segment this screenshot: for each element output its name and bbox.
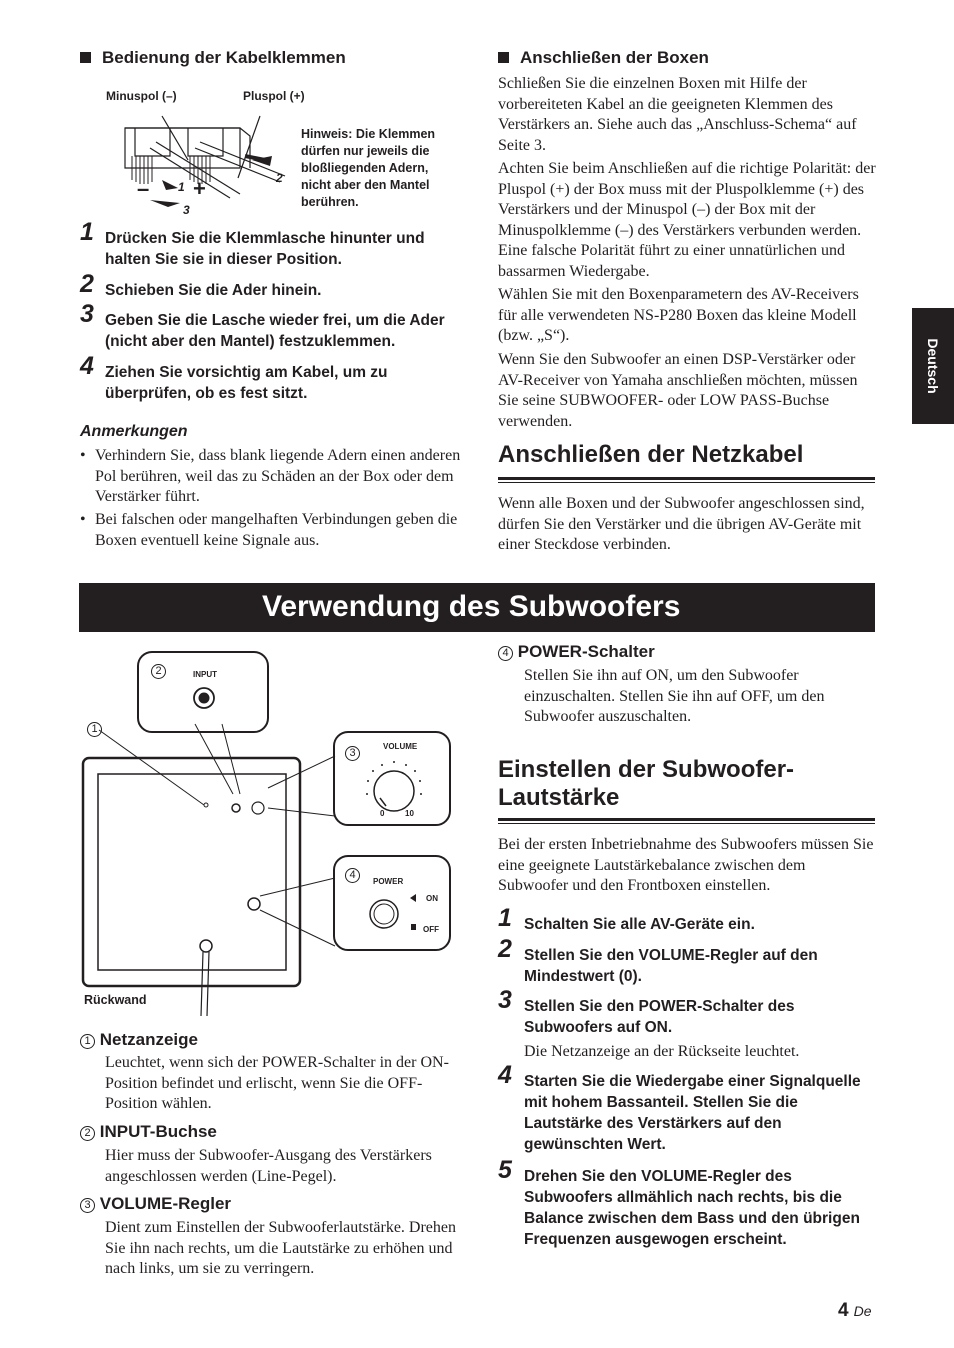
- plus-sign: +: [193, 176, 206, 201]
- volume-max-label: 10: [405, 809, 414, 818]
- square-bullet-icon: [80, 52, 91, 63]
- callout-1: 1: [87, 722, 102, 737]
- einstellen-step-5: 5 Drehen Sie den VOLUME-Regler des Subwoofers allmählich nach rechts, bis die Balance zwischen dem Bass und den übrigen Frequenzen ausgewogen erscheint.: [498, 1156, 860, 1248]
- input-label: INPUT: [193, 670, 217, 679]
- subwoofer-rear-panel-illustration: [80, 648, 460, 1018]
- minus-label: Minuspol (–): [106, 89, 177, 103]
- chapter-banner: [79, 583, 875, 632]
- power-label: POWER: [373, 877, 404, 886]
- einstellen-step-4: 4 Starten Sie die Wiedergabe einer Signalquelle mit hohem Bassanteil. Stellen Sie die Lautstärke des Verstärkers auf den gewünschten Wert.: [498, 1061, 861, 1153]
- volume-min-label: 0: [380, 809, 385, 818]
- kabel-step-1: 1 Drücken Sie die Klemmlasche hinunter und halten Sie sie in dieser Position.: [80, 218, 425, 268]
- notes-title: Anmerkungen: [80, 423, 188, 440]
- note-item-1: • Verhindern Sie, dass blank liegende Adern einen anderen Pol berühren, weil das zu Schäden an der Box oder dem Verstärker führt.: [80, 447, 461, 505]
- hint-text: Hinweis: Die Klemmen dürfen nur jeweils die bloßliegenden Adern, nicht aber den Mantel berühren.: [301, 127, 436, 209]
- page-lang: De: [853, 1303, 872, 1319]
- item-text-input: Hier muss der Subwoofer-Ausgang des Verstärkers angeschlossen werden (Line-Pegel).: [105, 1147, 432, 1185]
- on-label: ON: [426, 894, 438, 903]
- item-text-power: Stellen Sie ihn auf ON, um den Subwoofer einzuschalten. Stellen Sie ihn auf OFF, um den Subwoofer auszuschalten.: [524, 667, 825, 725]
- item-heading-input: 2 INPUT-Buchse: [80, 1122, 217, 1142]
- heading-rule: [498, 477, 875, 480]
- heading-rule-thin: [498, 482, 875, 483]
- item-heading-netzanzeige: 1 Netzanzeige: [80, 1030, 198, 1050]
- boxen-para-3: Wählen Sie mit den Boxenparametern des AV-Receivers für alle verwendeten NS-P280 Boxen das kleine Modell (bzw. „S“).: [498, 286, 859, 344]
- einstellen-step-3-note: Die Netzanzeige an der Rückseite leuchtet.: [524, 1043, 800, 1060]
- note-item-2: • Bei falschen oder mangelhaften Verbindungen geben die Boxen eventuell keine Signale aus.: [80, 511, 458, 549]
- item-heading-volume: 3 VOLUME-Regler: [80, 1194, 231, 1214]
- netzkabel-text: Wenn alle Boxen und der Subwoofer angeschlossen sind, dürfen Sie den Verstärker und die übrigen AV-Geräte mit einer Steckdose verbinden.: [498, 495, 865, 553]
- fig-num-1: 1: [178, 180, 185, 194]
- bullet-icon: •: [80, 511, 86, 528]
- terminal-clamp-illustration: [120, 108, 295, 220]
- callout-4: 4: [345, 868, 360, 883]
- heading-rule: [498, 818, 875, 821]
- heading-rule-thin: [498, 823, 875, 824]
- page-number: 4: [838, 1300, 849, 1321]
- callout-2: 2: [151, 664, 166, 679]
- volume-label: VOLUME: [383, 742, 418, 751]
- rueckwand-caption: Rückwand: [84, 993, 147, 1007]
- kabel-step-3: 3 Geben Sie die Lasche wieder frei, um die Ader (nicht aber den Mantel) festzuklemmen.: [80, 300, 445, 350]
- off-label: OFF: [423, 925, 439, 934]
- item-heading-power: 4 POWER-Schalter: [498, 642, 655, 662]
- bullet-icon: •: [80, 447, 86, 464]
- plus-label: Pluspol (+): [243, 89, 305, 103]
- callout-3: 3: [345, 746, 360, 761]
- item-text-volume: Dient zum Einstellen der Subwooferlautstärke. Drehen Sie ihn nach rechts, um die Lautstärke zu erhöhen und nach links, um sie zu verringern.: [105, 1219, 456, 1277]
- kabel-step-2: 2 Schieben Sie die Ader hinein.: [80, 270, 322, 299]
- side-tab-label: Deutsch: [925, 338, 941, 394]
- einstellen-heading: Einstellen der Subwoofer- Lautstärke: [498, 756, 795, 811]
- kabel-step-4: 4 Ziehen Sie vorsichtig am Kabel, um zu überprüfen, ob es fest sitzt.: [80, 352, 388, 402]
- chapter-title: Verwendung des Subwoofers: [262, 590, 681, 623]
- square-bullet-icon: [498, 52, 509, 63]
- netzkabel-heading: Anschließen der Netzkabel: [498, 441, 804, 468]
- einstellen-step-3: 3 Stellen Sie den POWER-Schalter des Subwoofers auf ON.: [498, 986, 795, 1036]
- minus-sign: –: [137, 176, 150, 201]
- boxen-para-1: Schließen Sie die einzelnen Boxen mit Hilfe der vorbereiteten Kabel an die geeigneten Klemmen des Verstärkers an. Siehe auch das „Anschluss-Schema“ auf Seite 3.: [498, 75, 857, 154]
- fig-num-2: 2: [276, 171, 283, 185]
- boxen-para-2: Achten Sie beim Anschließen auf die richtige Polarität: der Pluspol (+) der Box muss mit der Pluspolklemme (+) des Verstärkers und der Minuspol (–) der Box mit der Minuspolklemme (–) des Verstärkers verbunden werden. Eine falsche Polarität führt zu einer unnatürlichen und bassarmen Wiedergabe.: [498, 160, 876, 280]
- section-heading-boxen: Anschließen der Boxen: [498, 48, 709, 68]
- fig-num-3: 3: [183, 203, 190, 217]
- page-footer: [838, 1300, 872, 1322]
- section-heading-kabelklemmen: Bedienung der Kabelklemmen: [80, 48, 346, 68]
- boxen-para-4: Wenn Sie den Subwoofer an einen DSP-Verstärker oder AV-Receiver von Yamaha anschließen möchten, müssen Sie seine SUBWOOFER- oder LOW PASS-Buchse verwenden.: [498, 351, 858, 430]
- item-text-netzanzeige: Leuchtet, wenn sich der POWER-Schalter in der ON-Position befindet und erlischt, wenn Sie die OFF-Position wählen.: [105, 1054, 449, 1112]
- einstellen-step-2: 2 Stellen Sie den VOLUME-Regler auf den Mindestwert (0).: [498, 935, 818, 985]
- language-side-tab: [912, 308, 954, 424]
- einstellen-step-1: 1 Schalten Sie alle AV-Geräte ein.: [498, 904, 755, 933]
- einstellen-intro: Bei der ersten Inbetriebnahme des Subwoofers müssen Sie eine geeignete Lautstärkebalance zwischen dem Subwoofer und den Frontboxen einstellen.: [498, 836, 874, 894]
